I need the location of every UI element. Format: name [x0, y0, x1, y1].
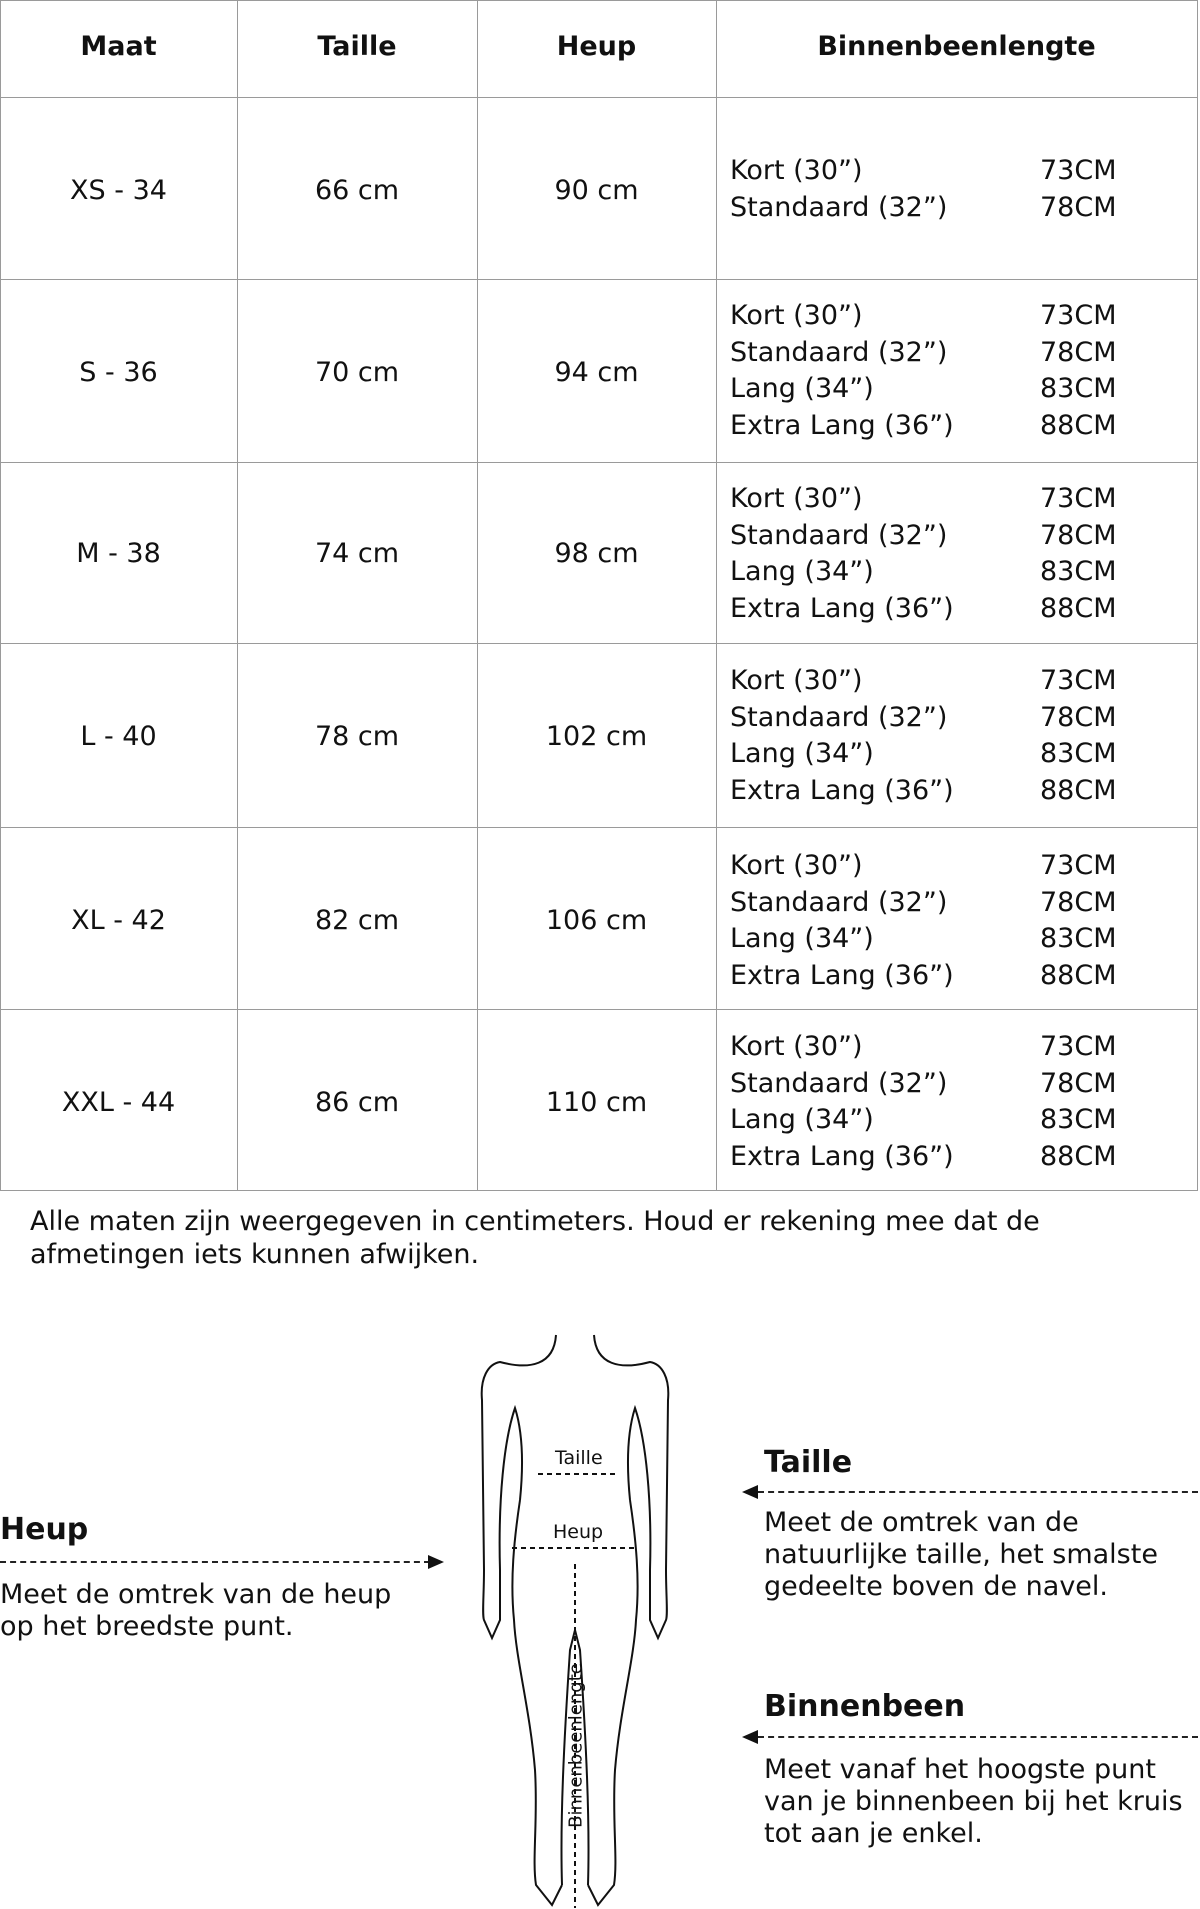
cell-hip: 90 cm [554, 175, 639, 206]
length-value: 83CM [1040, 923, 1117, 954]
heup-pointer-line [0, 1561, 430, 1563]
length-row [730, 1029, 1150, 1066]
length-row [730, 335, 1150, 372]
cell-waist: 78 cm [314, 721, 400, 752]
taille-title: Taille [764, 1445, 853, 1480]
binnenbeen-pointer-line [758, 1736, 1198, 1738]
table-border [0, 97, 1198, 98]
cell-hip: 110 cm [545, 1087, 648, 1118]
table-border [0, 0, 1198, 1]
length-row [730, 518, 1150, 555]
heup-description [0, 1579, 391, 1643]
length-row [730, 885, 1150, 922]
length-label: Lang (34”) [730, 373, 874, 404]
length-label: Standaard (32”) [730, 701, 948, 733]
length-row [730, 773, 1150, 810]
length-value: 73CM [1040, 1031, 1117, 1062]
length-row [730, 1066, 1150, 1103]
length-value: 88CM [1040, 409, 1117, 441]
length-label: Kort (30”) [730, 850, 863, 881]
length-value: 73CM [1040, 483, 1117, 514]
header-heup: Heup [556, 31, 637, 62]
length-row [730, 153, 1150, 190]
heup-desc-line: Meet de omtrek van de heup [0, 1579, 392, 1610]
cell-hip: 94 cm [554, 357, 639, 388]
length-list [730, 663, 1150, 809]
length-label: Standaard (32”) [730, 191, 948, 223]
length-value: 78CM [1040, 1067, 1117, 1099]
length-value: 73CM [1040, 300, 1117, 331]
length-value: 78CM [1040, 191, 1117, 223]
binnenbeen-desc-line: Meet vanaf het hoogste punt [764, 1754, 1156, 1785]
length-value: 88CM [1040, 774, 1117, 806]
length-label: Lang (34”) [730, 738, 874, 769]
heup-desc-line: op het breedste punt. [0, 1611, 294, 1642]
cell-waist: 86 cm [314, 1087, 400, 1118]
length-value: 88CM [1040, 959, 1117, 991]
cell-size: XS - 34 [70, 175, 167, 206]
length-value: 73CM [1040, 665, 1117, 696]
length-row [730, 736, 1150, 773]
taille-desc-line: gedeelte boven de navel. [764, 1571, 1108, 1602]
table-border [0, 279, 1198, 280]
length-label: Lang (34”) [730, 1104, 874, 1135]
cell-hip: 98 cm [554, 538, 639, 569]
length-row [730, 371, 1150, 408]
taille-desc-line: natuurlijke taille, het smalste [764, 1539, 1158, 1570]
figure-label-heup: Heup [553, 1521, 604, 1543]
cell-waist: 82 cm [314, 905, 400, 936]
cell-size: XXL - 44 [61, 1087, 176, 1118]
taille-pointer-line [758, 1491, 1198, 1493]
binnenbeen-desc-line: tot aan je enkel. [764, 1818, 983, 1849]
length-list [730, 298, 1150, 444]
length-row [730, 958, 1150, 995]
length-list [730, 481, 1150, 627]
length-value: 83CM [1040, 738, 1117, 769]
length-label: Kort (30”) [730, 155, 863, 186]
binnenbeen-description [764, 1754, 1183, 1850]
figure-label-taille: Taille [555, 1447, 603, 1469]
length-label: Extra Lang (36”) [730, 959, 954, 991]
length-row [730, 408, 1150, 445]
length-label: Extra Lang (36”) [730, 1140, 954, 1172]
length-label: Extra Lang (36”) [730, 409, 954, 441]
length-label: Lang (34”) [730, 556, 874, 587]
length-value: 83CM [1040, 373, 1117, 404]
length-row [730, 481, 1150, 518]
length-value: 78CM [1040, 519, 1117, 551]
cell-hip: 106 cm [545, 905, 648, 936]
length-row [730, 1139, 1150, 1176]
length-list [730, 1029, 1150, 1175]
table-border [0, 1009, 1198, 1010]
length-label: Kort (30”) [730, 1031, 863, 1062]
table-border [1197, 0, 1198, 1190]
cell-waist: 70 cm [314, 357, 400, 388]
length-row [730, 554, 1150, 591]
length-label: Kort (30”) [730, 300, 863, 331]
length-label: Standaard (32”) [730, 886, 948, 918]
cell-size: L - 40 [80, 721, 157, 752]
length-value: 88CM [1040, 1140, 1117, 1172]
length-value: 83CM [1040, 556, 1117, 587]
length-value: 73CM [1040, 155, 1117, 186]
length-row [730, 848, 1150, 885]
length-row [730, 700, 1150, 737]
binnenbeen-desc-line: van je binnenbeen bij het kruis [764, 1786, 1183, 1817]
length-row [730, 663, 1150, 700]
cell-waist: 74 cm [314, 538, 400, 569]
length-value: 78CM [1040, 701, 1117, 733]
cell-size: XL - 42 [71, 905, 166, 936]
table-border [716, 0, 717, 1190]
length-label: Extra Lang (36”) [730, 774, 954, 806]
length-label: Lang (34”) [730, 923, 874, 954]
length-value: 78CM [1040, 886, 1117, 918]
taille-desc-line: Meet de omtrek van de [764, 1507, 1079, 1538]
length-list [730, 153, 1150, 226]
cell-hip: 102 cm [545, 721, 648, 752]
measurement-note: Alle maten zijn weergegeven in centimeters. Houd er rekening mee dat de afmetingen iets kunnen afwijken. [30, 1206, 1040, 1270]
cell-waist: 66 cm [314, 175, 400, 206]
length-row [730, 298, 1150, 335]
length-row [730, 190, 1150, 227]
length-row [730, 591, 1150, 628]
taille-description [764, 1507, 1158, 1603]
figure-label-binnenbeenlengte: Binnenbeenlengte [565, 1663, 587, 1828]
table-border [0, 643, 1198, 644]
table-border [0, 462, 1198, 463]
cell-size: S - 36 [79, 357, 158, 388]
length-label: Kort (30”) [730, 665, 863, 696]
length-value: 88CM [1040, 592, 1117, 624]
heup-title: Heup [0, 1512, 89, 1547]
length-row [730, 921, 1150, 958]
table-border [0, 1190, 1198, 1191]
length-row [730, 1102, 1150, 1139]
header-maat: Maat [80, 31, 157, 62]
table-border [0, 827, 1198, 828]
length-label: Standaard (32”) [730, 1067, 948, 1099]
arrow-right-icon [428, 1553, 446, 1571]
length-label: Standaard (32”) [730, 336, 948, 368]
length-value: 83CM [1040, 1104, 1117, 1135]
length-label: Extra Lang (36”) [730, 592, 954, 624]
length-value: 78CM [1040, 336, 1117, 368]
length-label: Standaard (32”) [730, 519, 948, 551]
header-binnenbeenlengte: Binnenbeenlengte [817, 31, 1096, 62]
length-label: Kort (30”) [730, 483, 863, 514]
cell-size: M - 38 [76, 538, 161, 569]
length-list [730, 848, 1150, 994]
length-value: 73CM [1040, 850, 1117, 881]
binnenbeen-title: Binnenbeen [764, 1689, 966, 1724]
header-taille: Taille [317, 31, 397, 62]
